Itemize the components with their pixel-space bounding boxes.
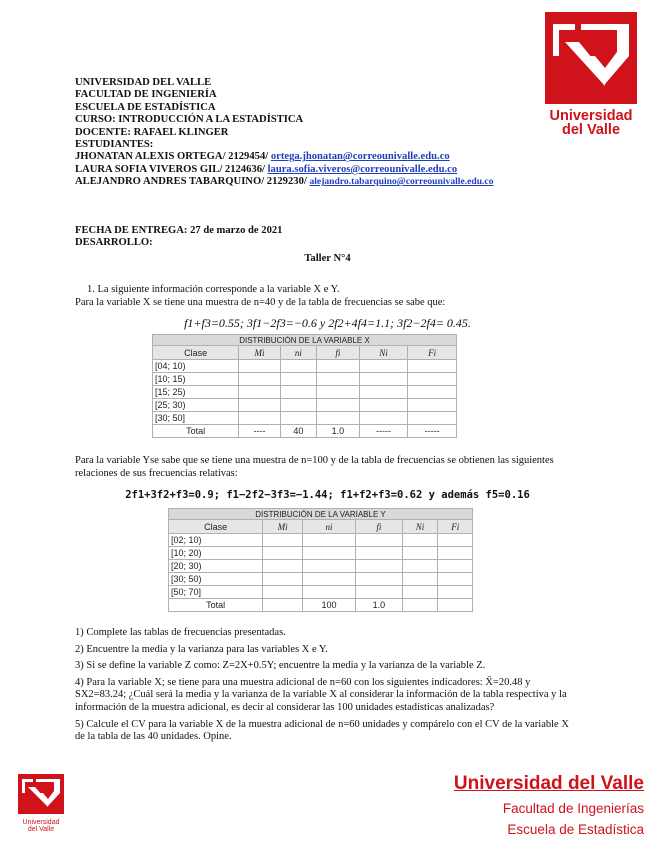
- table-y: [168, 508, 473, 612]
- header-faculty: FACULTAD DE INGENIERÍA: [75, 89, 217, 101]
- table-row: [153, 360, 457, 373]
- footer-university: Universidad del Valle: [453, 773, 644, 794]
- footer-logo-line1: Universidad: [22, 819, 60, 826]
- total-cell: 1.0: [356, 599, 402, 612]
- header-course: CURSO: INTRODUCCIÓN A LA ESTADÍSTICA: [75, 114, 304, 126]
- student-email-link[interactable]: ortega.jhonatan@correounivalle.edu.co: [270, 151, 450, 163]
- footer-school: Escuela de Estadística: [507, 822, 644, 837]
- vary-text: Para la variable Yse sabe que se tiene una muestra de n=100 y de la tabla de frecuencias se obtienen las siguientes relaciones de sus frecuencias relativas:: [75, 455, 554, 479]
- total-cell: [438, 599, 473, 612]
- table-x-header: Fi: [408, 346, 457, 360]
- table-y-header: Ni: [402, 520, 438, 534]
- total-cell: [402, 599, 438, 612]
- total-cell: [263, 599, 303, 612]
- total-cell: -----: [408, 425, 457, 438]
- table-x-header: Clase: [153, 346, 239, 360]
- workshop-title: Taller N°4: [304, 253, 351, 264]
- total-cell: 1.0: [317, 425, 360, 438]
- student-name: ALEJANDRO ANDRES TABARQUINO/ 2129230/: [75, 176, 310, 188]
- student-line: [75, 151, 494, 163]
- header-school: ESCUELA DE ESTADÍSTICA: [75, 101, 216, 113]
- vary-equations: 2f1+3f2+f3=0.9; f1−2f2−3f3=−1.44; f1+f2+f3=0.62 y además f5=0.16: [125, 489, 530, 501]
- table-x-header: Ni: [359, 346, 408, 360]
- table-row: [153, 399, 457, 412]
- question-item: 2) Encuentre la media y la varianza para las variables X e Y.: [75, 643, 328, 655]
- student-email-link[interactable]: alejandro.tabarquino@correounivalle.edu.co: [309, 176, 494, 188]
- table-row: [169, 573, 473, 586]
- class-cell: [10; 15): [153, 373, 239, 386]
- table-row: [153, 386, 457, 399]
- varx-equations: f1+f3=0.55; 3f1−2f3=−0.6 y 2f2+4f4=1.1; 3f2−2f4= 0.45.: [184, 316, 471, 330]
- footer-faculty: Facultad de Ingenierías: [502, 801, 644, 816]
- total-cell: -----: [359, 425, 408, 438]
- class-cell: [30; 50): [169, 573, 263, 586]
- table-y-caption: DISTRIBUCIÓN DE LA VARIABLE Y: [169, 509, 473, 520]
- table-x: [152, 334, 457, 438]
- total-cell: ----: [239, 425, 280, 438]
- table-row: [169, 534, 473, 547]
- table-x-caption: DISTRIBUCIÓN DE LA VARIABLE X: [153, 335, 457, 346]
- table-row: [169, 560, 473, 573]
- total-label: Total: [153, 425, 239, 438]
- class-cell: [10; 20): [169, 547, 263, 560]
- class-cell: [30; 50]: [153, 412, 239, 425]
- table-row: [153, 373, 457, 386]
- varx-text: Para la variable X se tiene una muestra de n=40 y de la tabla de frecuencias se sabe que:: [75, 297, 446, 308]
- document-header: [75, 77, 494, 189]
- student-line: [75, 164, 494, 176]
- questions-list: [75, 627, 580, 744]
- total-cell: 100: [303, 599, 356, 612]
- table-total-row: [169, 599, 473, 612]
- question-item: 5) Calcule el CV para la variable X de la muestra adicional de n=60 unidades y compárelo con el CV de la variable X de la tabla de las 40 unidades. Opine.: [75, 718, 569, 743]
- table-row: [153, 412, 457, 425]
- footer-logo-line2: del Valle: [27, 826, 55, 833]
- table-y-header: ni: [303, 520, 356, 534]
- total-cell: 40: [280, 425, 316, 438]
- section1-intro: 1. La siguiente información corresponde a la variable X e Y.: [87, 284, 340, 295]
- table-y-header: Mi: [263, 520, 303, 534]
- logo-emblem: [545, 12, 637, 104]
- university-logo: [545, 12, 637, 137]
- table-x-header: ni: [280, 346, 316, 360]
- table-y-header: Fi: [438, 520, 473, 534]
- question-item: 1) Complete las tablas de frecuencias presentadas.: [75, 627, 286, 638]
- class-cell: [04; 10): [153, 360, 239, 373]
- header-students-label: ESTUDIANTES:: [75, 139, 154, 151]
- delivery-date: FECHA DE ENTREGA: 27 de marzo de 2021: [75, 225, 283, 236]
- class-cell: [20; 30): [169, 560, 263, 573]
- development-label: DESARROLLO:: [75, 237, 153, 249]
- class-cell: [15; 25): [153, 386, 239, 399]
- footer-logo: [18, 774, 64, 833]
- table-total-row: [153, 425, 457, 438]
- question-item: 4) Para la variable X; se tiene para una muestra adicional de n=60 con los siguientes indicadores: X̄=20.48 y SX2=83.24; ¿Cuál será la media y la varianza de la variable X al considerar la información de la tabla respectiva y la información de la muestra adicional, es decir al considerar las 100 unidades estadísticas analizadas?: [75, 676, 567, 713]
- question-item: 3) Si se define la variable Z como: Z=2X+0.5Y; encuentre la media y la varianza de la variable Z.: [75, 660, 486, 672]
- class-cell: [02; 10): [169, 534, 263, 547]
- student-line: [75, 176, 494, 188]
- student-name: JHONATAN ALEXIS ORTEGA/ 2129454/: [75, 151, 271, 163]
- footer-logo-emblem: [18, 774, 64, 814]
- header-teacher: DOCENTE: RAFAEL KLINGER: [75, 126, 229, 138]
- table-x-header: fi: [317, 346, 360, 360]
- table-x-header: Mi: [239, 346, 280, 360]
- header-university: UNIVERSIDAD DEL VALLE: [75, 77, 212, 88]
- logo-text-line2: del Valle: [561, 122, 621, 138]
- total-label: Total: [169, 599, 263, 612]
- table-row: [169, 586, 473, 599]
- table-y-header: Clase: [169, 520, 263, 534]
- class-cell: [25; 30): [153, 399, 239, 412]
- logo-text-line1: Universidad: [549, 108, 633, 124]
- table-row: [169, 547, 473, 560]
- delivery-block: [75, 225, 282, 250]
- student-name: LAURA SOFIA VIVEROS GIL/ 2124636/: [75, 163, 268, 175]
- class-cell: [50; 70]: [169, 586, 263, 599]
- student-email-link[interactable]: laura.sofia.viveros@correounivalle.edu.co: [267, 163, 458, 175]
- table-y-header: fi: [356, 520, 402, 534]
